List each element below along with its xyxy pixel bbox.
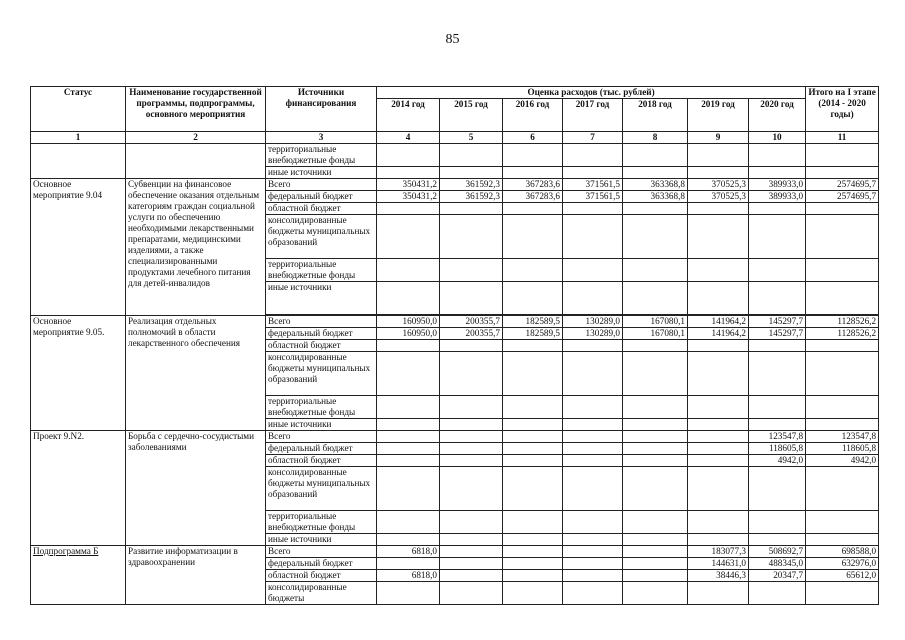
value-cell <box>440 546 503 558</box>
value-cell: 389933,0 <box>749 179 806 191</box>
value-cell: 2574695,7 <box>806 179 879 191</box>
value-cell: 145297,7 <box>749 316 806 328</box>
source-label: иные источники <box>266 534 377 546</box>
value-cell: 160950,0 <box>377 328 440 340</box>
value-cell <box>688 431 749 443</box>
value-cell: 123547,8 <box>806 431 879 443</box>
column-index: 11 <box>806 132 879 144</box>
value-cell: 367283,6 <box>503 191 563 203</box>
value-cell: 118605,8 <box>749 443 806 455</box>
value-cell <box>623 443 688 455</box>
row-name: Реализация отдельных полномочий в области лекарственного обеспечения <box>126 316 266 431</box>
value-cell: 350431,2 <box>377 191 440 203</box>
value-cell: 141964,2 <box>688 328 749 340</box>
header-estimate: Оценка расходов (тыс. рублей) <box>377 87 806 99</box>
source-label: иные источники <box>266 419 377 431</box>
row-name: Субвенции на финансовое обеспечение оказания отдельным категориям граждан социальной услуги по обеспечению необходимыми лекарственными препаратами, медицинскими изделиями, а также специализированными продуктами лечебного питания для детей-инвалидов <box>126 179 266 316</box>
value-cell: 371561,5 <box>563 179 623 191</box>
column-index: 5 <box>440 132 503 144</box>
header-total: Итого на I этапе (2014 - 2020 годы) <box>806 87 879 132</box>
source-label: Всего <box>266 546 377 558</box>
value-cell: 361592,3 <box>440 179 503 191</box>
value-cell <box>377 558 440 570</box>
table-row <box>31 546 879 558</box>
source-label: областной бюджет <box>266 455 377 467</box>
value-cell: 698588,0 <box>806 546 879 558</box>
table-row <box>31 431 879 443</box>
table-row <box>31 179 879 191</box>
value-cell <box>563 570 623 582</box>
value-cell <box>503 431 563 443</box>
source-label: областной бюджет <box>266 340 377 352</box>
value-cell: 370525,3 <box>688 191 749 203</box>
source-label: консолидированные бюджеты муниципальных образований <box>266 467 377 511</box>
row-name: Развитие информатизации в здравоохранении <box>126 546 266 605</box>
value-cell: 183077,3 <box>688 546 749 558</box>
header-year: 2016 год <box>503 99 563 132</box>
value-cell: 632976,0 <box>806 558 879 570</box>
value-cell: 370525,3 <box>688 179 749 191</box>
value-cell: 2574695,7 <box>806 191 879 203</box>
row-name: Борьба с сердечно-сосудистыми заболеваниями <box>126 431 266 546</box>
value-cell: 361592,3 <box>440 191 503 203</box>
value-cell: 144631,0 <box>688 558 749 570</box>
value-cell: 167080,1 <box>623 328 688 340</box>
source-label: территориальные внебюджетные фонды <box>266 511 377 534</box>
value-cell <box>563 431 623 443</box>
value-cell: 145297,7 <box>749 328 806 340</box>
source-label: консолидированные бюджеты муниципальных образований <box>266 215 377 259</box>
table-row <box>31 316 879 328</box>
source-label: территориальные внебюджетные фонды <box>266 259 377 282</box>
header-year: 2018 год <box>623 99 688 132</box>
header-year: 2020 год <box>749 99 806 132</box>
header-status: Статус <box>31 87 126 132</box>
value-cell <box>688 443 749 455</box>
row-status: Проект 9.N2. <box>31 431 126 546</box>
source-label: консолидированные бюджеты <box>266 582 377 605</box>
column-index: 8 <box>623 132 688 144</box>
header-year: 2017 год <box>563 99 623 132</box>
column-index: 6 <box>503 132 563 144</box>
value-cell: 20347,7 <box>749 570 806 582</box>
value-cell <box>623 455 688 467</box>
value-cell <box>440 431 503 443</box>
value-cell: 508692,7 <box>749 546 806 558</box>
column-index: 4 <box>377 132 440 144</box>
column-index: 1 <box>31 132 126 144</box>
value-cell <box>623 431 688 443</box>
value-cell <box>623 570 688 582</box>
table-row <box>31 144 879 167</box>
header-name: Наименование государственной программы, подпрограммы, основного мероприятия <box>126 87 266 132</box>
column-index: 3 <box>266 132 377 144</box>
source-label: федеральный бюджет <box>266 558 377 570</box>
value-cell: 363368,8 <box>623 179 688 191</box>
source-label: федеральный бюджет <box>266 443 377 455</box>
source-label: федеральный бюджет <box>266 191 377 203</box>
source-label: территориальные внебюджетные фонды <box>266 396 377 419</box>
source-label: Всего <box>266 179 377 191</box>
value-cell: 160950,0 <box>377 316 440 328</box>
value-cell <box>563 455 623 467</box>
row-status: Подпрограмма Б <box>31 546 126 605</box>
value-cell: 4942,0 <box>806 455 879 467</box>
value-cell <box>688 455 749 467</box>
value-cell: 1128526,2 <box>806 328 879 340</box>
value-cell: 167080,1 <box>623 316 688 328</box>
budget-table <box>30 86 879 605</box>
value-cell <box>440 455 503 467</box>
value-cell <box>440 558 503 570</box>
value-cell: 200355,7 <box>440 316 503 328</box>
value-cell <box>503 443 563 455</box>
value-cell <box>503 455 563 467</box>
column-index: 10 <box>749 132 806 144</box>
value-cell: 1128526,2 <box>806 316 879 328</box>
value-cell <box>377 443 440 455</box>
source-label: иные источники <box>266 167 377 179</box>
value-cell: 350431,2 <box>377 179 440 191</box>
value-cell <box>623 546 688 558</box>
source-label: консолидированные бюджеты муниципальных образований <box>266 352 377 396</box>
row-status: Основное мероприятие 9.04 <box>31 179 126 316</box>
value-cell <box>623 558 688 570</box>
header-year: 2014 год <box>377 99 440 132</box>
value-cell: 182589,5 <box>503 316 563 328</box>
column-index: 2 <box>126 132 266 144</box>
source-label: федеральный бюджет <box>266 328 377 340</box>
value-cell: 488345,0 <box>749 558 806 570</box>
value-cell: 130289,0 <box>563 316 623 328</box>
value-cell: 363368,8 <box>623 191 688 203</box>
header-sources: Источники финансирования <box>266 87 377 132</box>
value-cell: 367283,6 <box>503 179 563 191</box>
value-cell <box>440 570 503 582</box>
value-cell <box>563 546 623 558</box>
value-cell: 118605,8 <box>806 443 879 455</box>
value-cell: 38446,3 <box>688 570 749 582</box>
value-cell <box>503 570 563 582</box>
value-cell <box>503 546 563 558</box>
value-cell: 6818,0 <box>377 546 440 558</box>
value-cell <box>377 431 440 443</box>
value-cell <box>503 558 563 570</box>
value-cell: 371561,5 <box>563 191 623 203</box>
column-index: 7 <box>563 132 623 144</box>
value-cell: 141964,2 <box>688 316 749 328</box>
value-cell <box>563 443 623 455</box>
value-cell: 130289,0 <box>563 328 623 340</box>
header-year: 2015 год <box>440 99 503 132</box>
value-cell: 123547,8 <box>749 431 806 443</box>
source-label: территориальные внебюджетные фонды <box>266 144 377 167</box>
value-cell: 200355,7 <box>440 328 503 340</box>
value-cell <box>377 455 440 467</box>
value-cell: 182589,5 <box>503 328 563 340</box>
source-label: Всего <box>266 316 377 328</box>
value-cell: 65612,0 <box>806 570 879 582</box>
value-cell <box>440 443 503 455</box>
value-cell: 6818,0 <box>377 570 440 582</box>
source-label: областной бюджет <box>266 203 377 215</box>
row-status: Основное мероприятие 9.05. <box>31 316 126 431</box>
header-year: 2019 год <box>688 99 749 132</box>
value-cell: 4942,0 <box>749 455 806 467</box>
column-index: 9 <box>688 132 749 144</box>
value-cell <box>563 558 623 570</box>
page-number: 85 <box>445 32 460 47</box>
value-cell: 389933,0 <box>749 191 806 203</box>
source-label: Всего <box>266 431 377 443</box>
source-label: областной бюджет <box>266 570 377 582</box>
source-label: иные источники <box>266 282 377 315</box>
